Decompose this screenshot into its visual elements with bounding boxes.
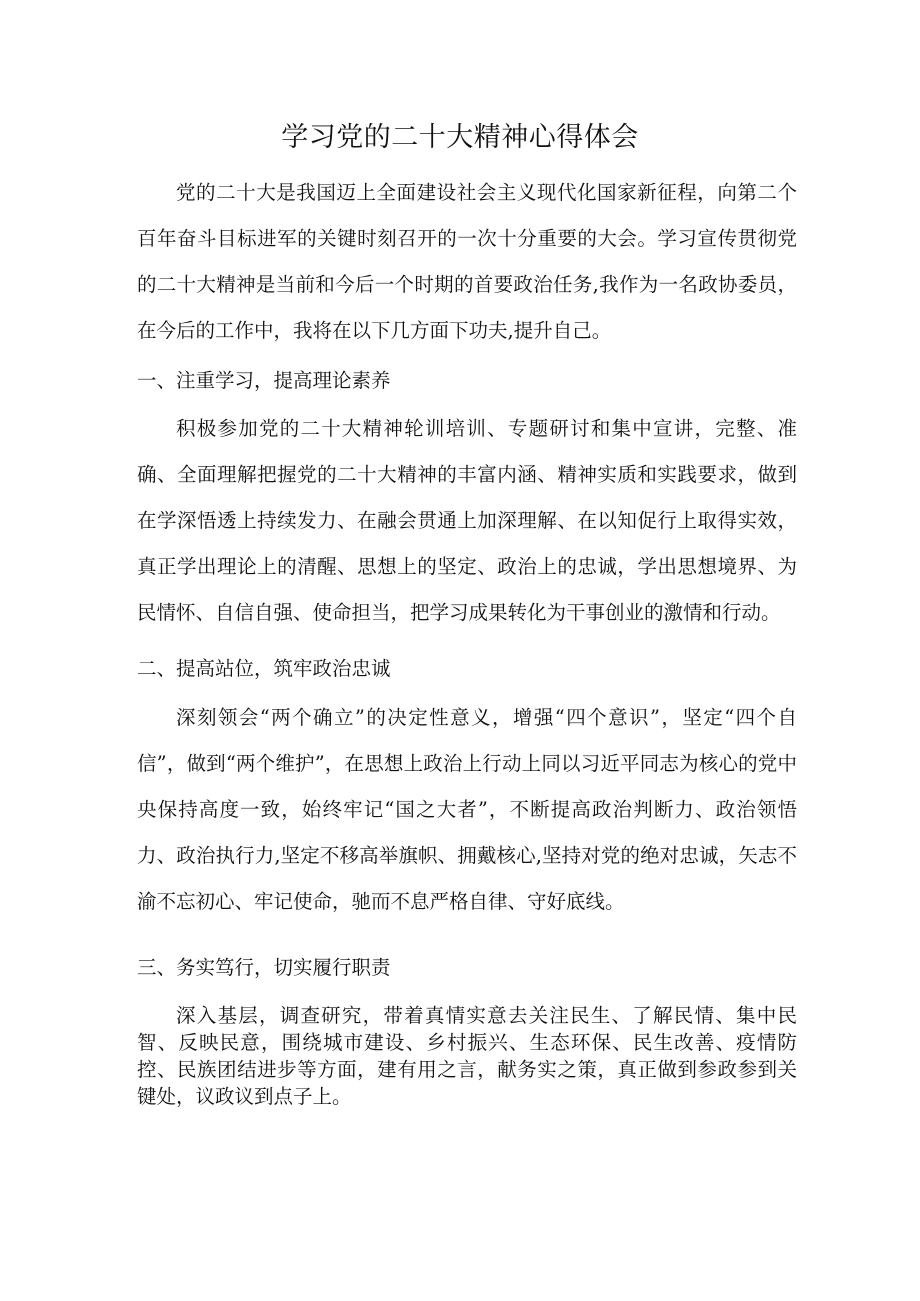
section-3-heading: 三、务实笃行，切实履行职责 xyxy=(137,956,391,979)
section-1-heading: 一、注重学习，提高理论素养 xyxy=(137,369,391,392)
document-title: 学习党的二十大精神心得体会 xyxy=(281,122,639,153)
section-1-body: 积极参加党的二十大精神轮训培训、专题研讨和集中宣讲，完整、准确、全面理解把握党的二十大精神的丰富内涵、精神实质和实践要求，做到在学深悟透上持续发力、在融会贯通上加深理解、在以知促行上取得实效，真正学出理论上的清醒、思想上的坚定、政治上的忠诚，学出思想境界、为民情怀、自信自强、使命担当，把学习成果转化为干事创业的激情和行动。 xyxy=(137,417,797,624)
section-2-heading: 二、提高站位，筑牢政治忠诚 xyxy=(137,657,391,680)
section-3-body: 深入基层，调查研究，带着真情实意去关注民生、了解民情、集中民智、反映民意，围绕城市建设、乡村振兴、生态环保、民生改善、疫情防控、民族团结进步等方面，建有用之言，献务实之策，真正做到参政参到关键处，议政议到点子上。 xyxy=(137,1004,797,1108)
section-2-body: 深刻领会“两个确立”的决定性意义，增强“四个意识”，坚定“四个自信”，做到“两个维护”，在思想上政治上行动上同以习近平同志为核心的党中央保持高度一致，始终牢记“国之大者”，不断提高政治判断力、政治领悟力、政治执行力,坚定不移高举旗帜、拥戴核心,坚持对党的绝对忠诚，矢志不渝不忘初心、牢记使命，驰而不息严格自律、守好底线。 xyxy=(137,706,797,913)
intro-paragraph: 党的二十大是我国迈上全面建设社会主义现代化国家新征程，向第二个百年奋斗目标进军的关键时刻召开的一次十分重要的大会。学习宣传贯彻党的二十大精神是当前和今后一个时期的首要政治任务,我作为一名政协委员，在今后的工作中，我将在以下几方面下功夫,提升自己。 xyxy=(137,181,797,342)
